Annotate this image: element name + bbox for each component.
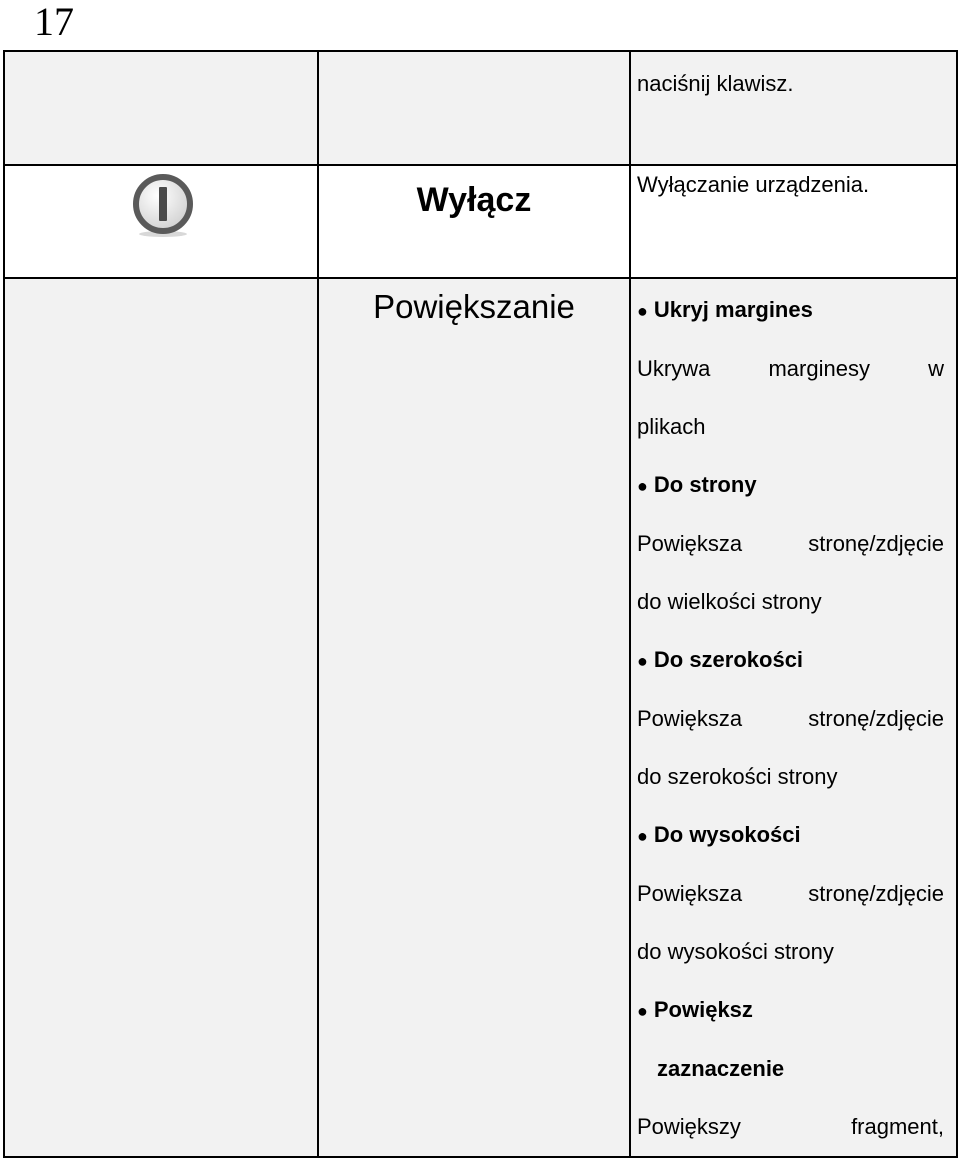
list-item: ● Do szerokości <box>637 647 804 672</box>
item-text: do wielkości strony <box>637 589 822 614</box>
bullet-icon: ● <box>637 1001 648 1021</box>
item-text: plikach <box>637 414 706 439</box>
name-cell <box>318 278 630 1157</box>
page-number: 17 <box>34 0 74 44</box>
item-text: Powiększy fragment, <box>637 1114 944 1139</box>
description-line: Wyłączanie urządzenia. <box>637 172 870 197</box>
item-text: do szerokości strony <box>637 764 838 789</box>
bullet-icon: ● <box>637 301 648 321</box>
list-item: ● Do wysokości <box>637 822 801 847</box>
function-name: Powiększanie <box>373 288 575 325</box>
name-cell <box>318 165 630 278</box>
icon-cell <box>4 51 318 165</box>
item-text: Ukrywa marginesy w <box>637 356 944 381</box>
table-row <box>4 165 957 278</box>
power-icon <box>131 174 195 238</box>
item-text: Powiększa stronę/zdjęcie <box>637 881 944 906</box>
list-item: ● Do strony <box>637 472 757 497</box>
item-text: do wysokości strony <box>637 939 834 964</box>
manual-table <box>3 50 958 1158</box>
name-cell <box>318 51 630 165</box>
item-title-continuation: zaznaczenie <box>657 1056 785 1081</box>
icon-cell <box>4 165 318 278</box>
list-item: ● Powiększ <box>637 997 753 1022</box>
description-line: naciśnij klawisz. <box>637 71 794 96</box>
function-name: Wyłącz <box>416 181 532 219</box>
description-cell <box>630 165 957 278</box>
description-cell <box>630 278 957 1157</box>
list-item: ● Ukryj margines <box>637 297 813 322</box>
table-row <box>4 51 957 165</box>
item-text: Powiększa stronę/zdjęcie <box>637 531 944 556</box>
description-cell <box>630 51 957 165</box>
bullet-icon: ● <box>637 651 648 671</box>
icon-cell <box>4 278 318 1157</box>
bullet-icon: ● <box>637 476 648 496</box>
item-text: Powiększa stronę/zdjęcie <box>637 706 944 731</box>
bullet-icon: ● <box>637 826 648 846</box>
table-row <box>4 278 957 1157</box>
